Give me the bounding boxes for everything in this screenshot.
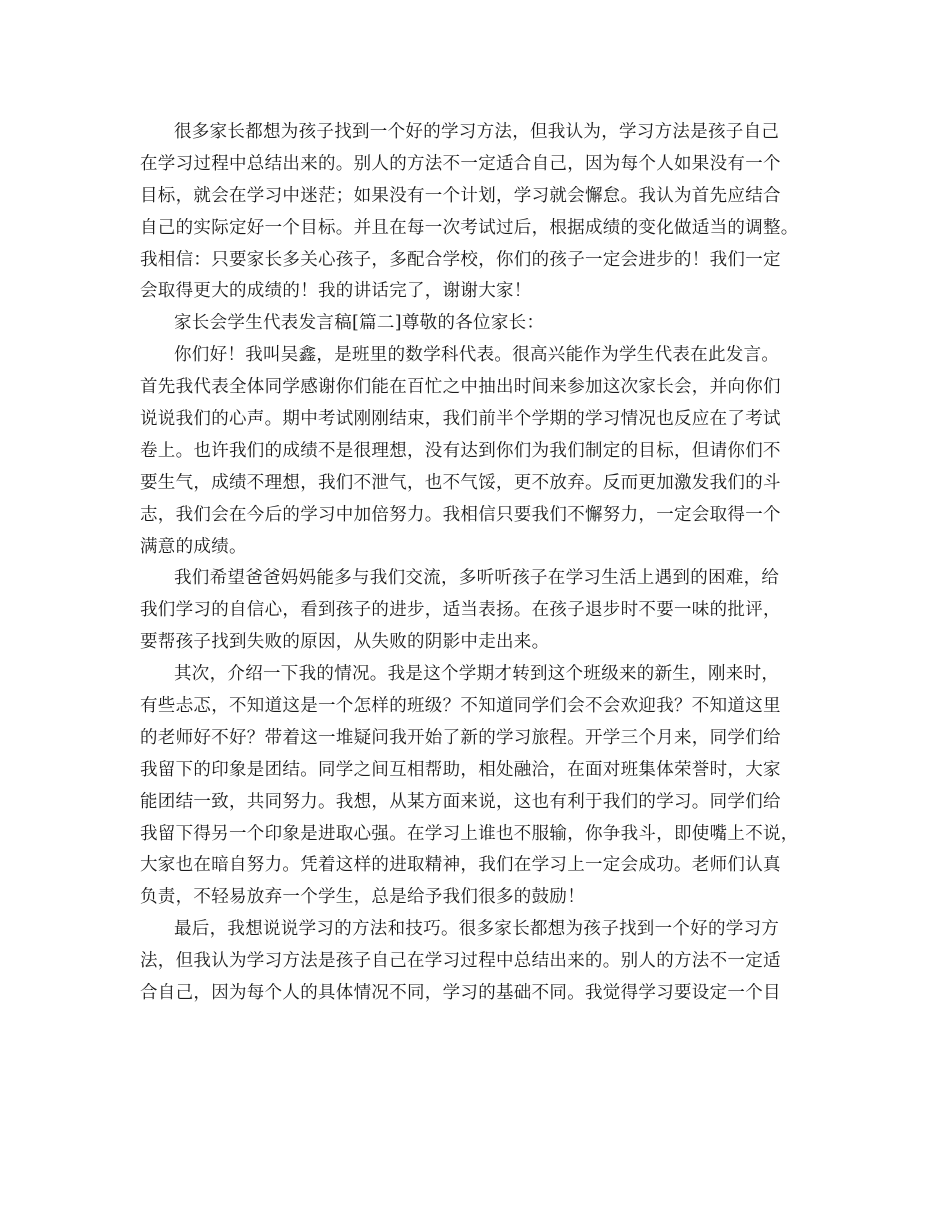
text-line: 很多家长都想为孩子找到一个好的学习方法，但我认为，学习方法是孩子自己 [174, 122, 780, 142]
text-line: 我留下的印象是团结。同学之间互相帮助，相处融洽，在面对班集体荣誉时，大家 [140, 759, 781, 780]
text-line: 卷上。也许我们的成绩不是很理想，没有达到你们为我们制定的目标，但请你们不 [140, 440, 781, 461]
text-line: 大家也在暗自努力。凭着这样的进取精神，我们在学习上一定会成功。老师们认真 [140, 855, 781, 876]
text-line: 家长会学生代表发言稿[篇二]尊敬的各位家长： [174, 313, 545, 334]
text-line: 的老师好不好？带着这一堆疑问我开始了新的学习旅程。开学三个月来，同学们给 [140, 727, 781, 748]
text-line: 我们学习的自信心，看到孩子的进步，适当表扬。在孩子退步时不要一味的批评， [140, 600, 781, 621]
text-line: 有些忐忑，不知道这是一个怎样的班级？不知道同学们会不会欢迎我？不知道这里 [140, 696, 781, 717]
text-line: 会取得更大的成绩的！我的讲话完了，谢谢大家！ [140, 281, 532, 302]
text-line: 负责，不轻易放弃一个学生，总是给予我们很多的鼓励！ [140, 887, 585, 908]
text-line: 其次，介绍一下我的情况。我是这个学期才转到这个班级来的新生，刚来时， [174, 664, 780, 685]
text-line: 合自己，因为每个人的具体情况不同，学习的基础不同。我觉得学习要设定一个目 [140, 983, 781, 1004]
text-line: 志，我们会在今后的学习中加倍努力。我相信只要我们不懈努力，一定会取得一个 [140, 504, 781, 525]
text-line: 自己的实际定好一个目标。并且在每一次考试过后，根据成绩的变化做适当的调整。 [140, 217, 799, 238]
text-line: 要帮孩子找到失败的原因，从失败的阴影中走出来。 [140, 632, 550, 653]
text-line: 能团结一致，共同努力。我想，从某方面来说，这也有利于我们的学习。同学们给 [140, 791, 781, 812]
text-line: 在学习过程中总结出来的。别人的方法不一定适合自己，因为每个人如果没有一个 [140, 153, 781, 174]
text-line: 我们希望爸爸妈妈能多与我们交流，多听听孩子在学习生活上遇到的困难，给 [174, 568, 780, 589]
text-line: 我留下得另一个印象是进取心强。在学习上谁也不服输，你争我斗，即使嘴上不说， [140, 823, 799, 844]
text-line: 最后，我想说说学习的方法和技巧。很多家长都想为孩子找到一个好的学习方 [174, 919, 780, 940]
text-line: 我相信：只要家长多关心孩子，多配合学校，你们的孩子一定会进步的！我们一定 [140, 249, 781, 270]
text-line: 说说我们的心声。期中考试刚刚结束，我们前半个学期的学习情况也反应在了考试 [140, 409, 781, 430]
text-line: 首先我代表全体同学感谢你们能在百忙之中抽出时间来参加这次家长会，并向你们 [140, 377, 781, 398]
text-line: 目标，就会在学习中迷茫；如果没有一个计划，学习就会懈怠。我认为首先应结合 [140, 185, 781, 206]
text-line: 法，但我认为学习方法是孩子自己在学习过程中总结出来的。别人的方法不一定适 [140, 951, 781, 972]
text-line: 要生气，成绩不理想，我们不泄气，也不气馁，更不放弃。反而更加激发我们的斗 [140, 472, 781, 493]
document-body [140, 117, 820, 1010]
text-line: 你们好！我叫吴鑫，是班里的数学科代表。很高兴能作为学生代表在此发言。 [174, 345, 780, 366]
text-line: 满意的成绩。 [140, 536, 247, 557]
